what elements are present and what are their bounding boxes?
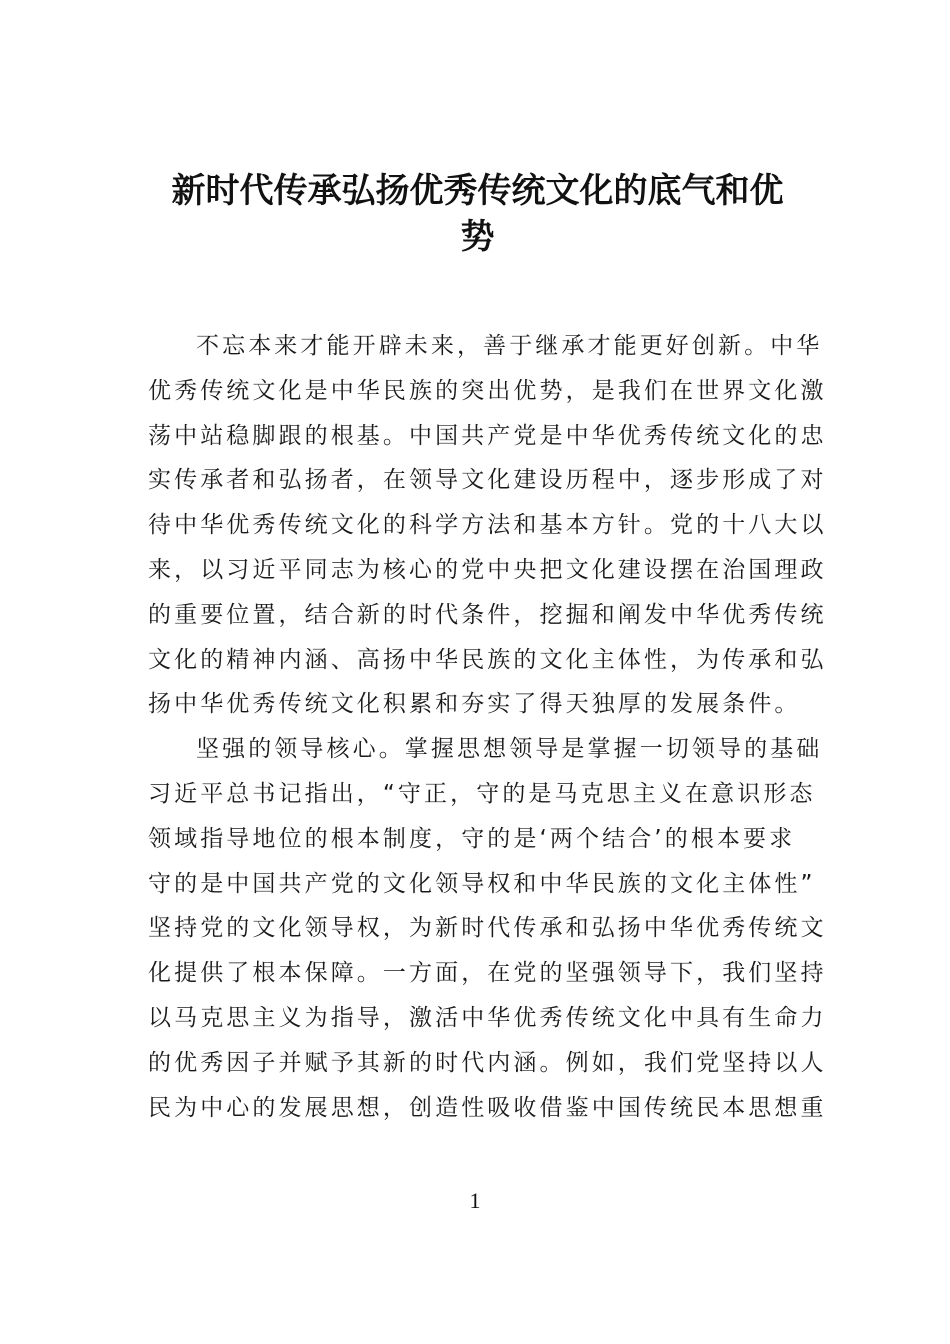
- page-number: 1: [469, 1188, 481, 1213]
- paragraph-line: 的重要位置，结合新的时代条件，挖掘和阐发中华优秀传统: [148, 601, 827, 628]
- paragraph-line: 不忘本来才能开辟未来，善于继承才能更好创新。中华: [196, 333, 823, 359]
- paragraph-2: [148, 727, 827, 1130]
- paragraph-line: 荡中站稳脚跟的根基。中国共产党是中华优秀传统文化的忠: [148, 422, 827, 449]
- paragraph-line: 坚强的领导核心。掌握思想领导是掌握一切领导的基础: [196, 736, 823, 763]
- paragraph-line: 扬中华优秀传统文化积累和夯实了得天独厚的发展条件。: [148, 691, 801, 718]
- title-line-1: 新时代传承弘扬优秀传统文化的底气和优: [171, 171, 784, 211]
- paragraph-line: 来，以习近平同志为核心的党中央把文化建设摆在治国理政: [148, 556, 827, 583]
- paragraph-line: 待中华优秀传统文化的科学方法和基本方针。党的十八大以: [148, 512, 827, 539]
- paragraph-line: 优秀传统文化是中华民族的突出优势，是我们在世界文化激: [148, 377, 827, 404]
- paragraph-line: 习近平总书记指出，“守正，守的是马克思主义在意识形态: [148, 780, 816, 807]
- document-title: [150, 168, 805, 260]
- paragraph-line: 以马克思主义为指导，激活中华优秀传统文化中具有生命力: [148, 1004, 827, 1031]
- paragraph-line: 守的是中国共产党的文化领导权和中华民族的文化主体性”: [148, 870, 816, 897]
- paragraph-line: 文化的精神内涵、高扬中华民族的文化主体性，为传承和弘: [148, 646, 827, 673]
- document-body: [148, 324, 827, 1130]
- paragraph-line: 化提供了根本保障。一方面，在党的坚强领导下，我们坚持: [148, 960, 827, 987]
- paragraph-line: 民为中心的发展思想，创造性吸收借鉴中国传统民本思想重: [148, 1094, 827, 1121]
- title-line-2: 势: [460, 217, 495, 257]
- paragraph-line: 领域指导地位的根本制度，守的是‘两个结合’的根本要求: [148, 825, 796, 852]
- paragraph-line: 的优秀因子并赋予其新的时代内涵。例如，我们党坚持以人: [148, 1049, 827, 1076]
- paragraph-line: 坚持党的文化领导权，为新时代传承和弘扬中华优秀传统文: [148, 915, 827, 942]
- paragraph-line: 实传承者和弘扬者，在领导文化建设历程中，逐步形成了对: [148, 467, 827, 494]
- paragraph-1: [148, 324, 827, 727]
